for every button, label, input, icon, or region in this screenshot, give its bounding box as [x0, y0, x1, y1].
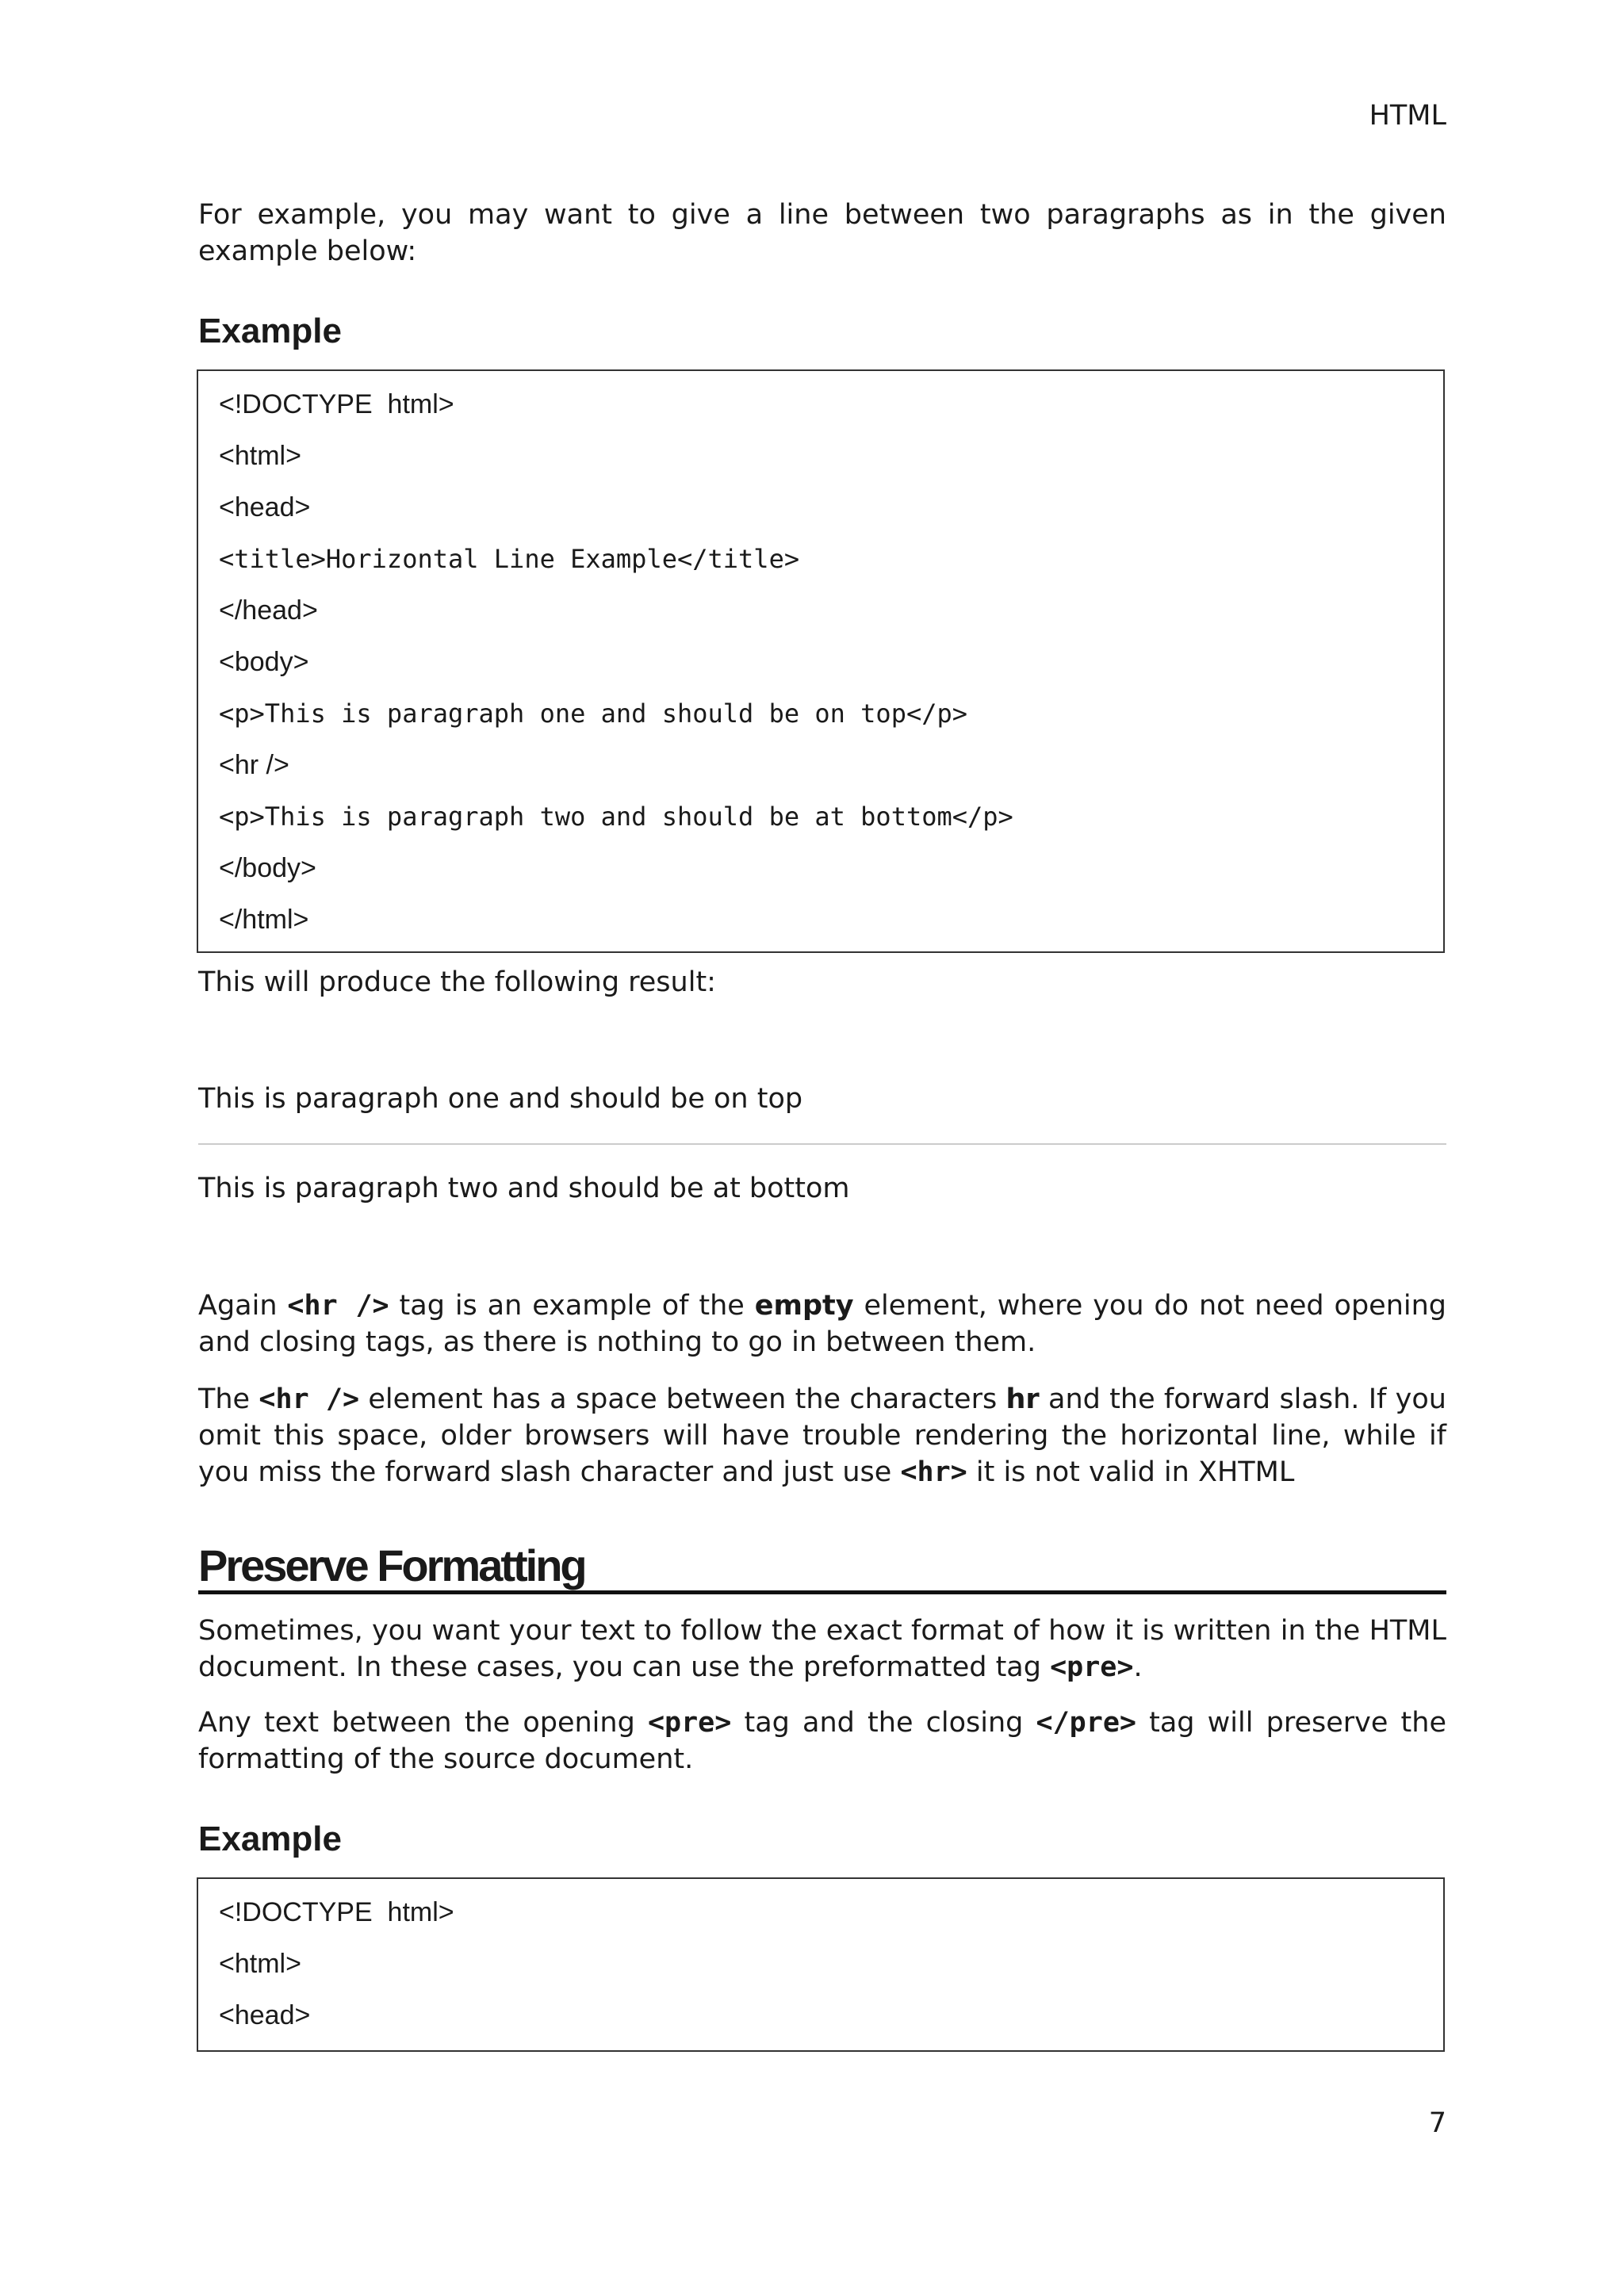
inline-code: <hr />: [259, 1383, 360, 1415]
bold-term: hr: [1005, 1383, 1040, 1415]
inline-code: </pre>: [1036, 1707, 1136, 1739]
running-header: HTML: [1369, 100, 1446, 132]
section-title: Preserve Formatting: [198, 1540, 585, 1590]
result-paragraph-two: This is paragraph two and should be at bottom: [198, 1173, 850, 1204]
code-line: <!DOCTYPE html>: [219, 389, 454, 419]
code-line: <title>Horizontal Line Example</title>: [219, 544, 800, 574]
bold-term: empty: [754, 1290, 854, 1322]
code-line: </html>: [219, 905, 309, 935]
code-line: <head>: [219, 2000, 311, 2030]
page-number: 7: [1428, 2107, 1446, 2139]
code-line: <body>: [219, 647, 309, 677]
code-line: <head>: [219, 492, 311, 522]
code-example-box-2: [197, 1877, 1445, 2052]
example-heading-2: Example: [198, 1820, 342, 1858]
section-heading: [198, 1541, 1446, 1594]
code-line: </body>: [219, 853, 316, 883]
code-line: <p>This is paragraph one and should be on top</p>: [219, 698, 968, 729]
inline-code: <pre>: [647, 1707, 732, 1739]
pre-paragraph-2: Any text between the opening <pre> tag and the closing </pre> tag will preserve the formatting of the source document.: [198, 1707, 1446, 1775]
example-heading-1: Example: [198, 312, 342, 350]
pre-paragraph-1: Sometimes, you want your text to follow the exact format of how it is written in the HTML document. In these cases, you can use the preformatted tag <pre>.: [198, 1615, 1446, 1683]
code-line: </head>: [219, 595, 318, 626]
inline-code: <pre>: [1050, 1651, 1134, 1683]
horizontal-rule: [198, 1143, 1446, 1145]
code-line: <!DOCTYPE html>: [219, 1897, 454, 1927]
inline-code: <hr>: [900, 1456, 967, 1488]
intro-paragraph: For example, you may want to give a line between two paragraphs as in the given example below:: [198, 199, 1446, 267]
code-line: <html>: [219, 1949, 301, 1979]
result-intro: This will produce the following result:: [198, 966, 716, 998]
result-paragraph-one: This is paragraph one and should be on top: [198, 1083, 803, 1115]
code-line: <p>This is paragraph two and should be at bottom</p>: [219, 802, 1013, 832]
document-page: [198, 0, 1446, 2296]
code-line: <html>: [219, 441, 301, 471]
explanation-paragraph-2: The <hr /> element has a space between the characters hr and the forward slash. If you omit this space, older browsers will have trouble rendering the horizontal line, while if you miss the forward slash character and just use <hr> it is not valid in XHTML: [198, 1383, 1446, 1488]
explanation-paragraph-1: Again <hr /> tag is an example of the empty element, where you do not need opening and closing tags, as there is nothing to go in between them.: [198, 1290, 1447, 1358]
code-example-box-1: [197, 369, 1445, 953]
inline-code: <hr />: [287, 1290, 389, 1322]
code-line: <hr />: [219, 750, 289, 780]
